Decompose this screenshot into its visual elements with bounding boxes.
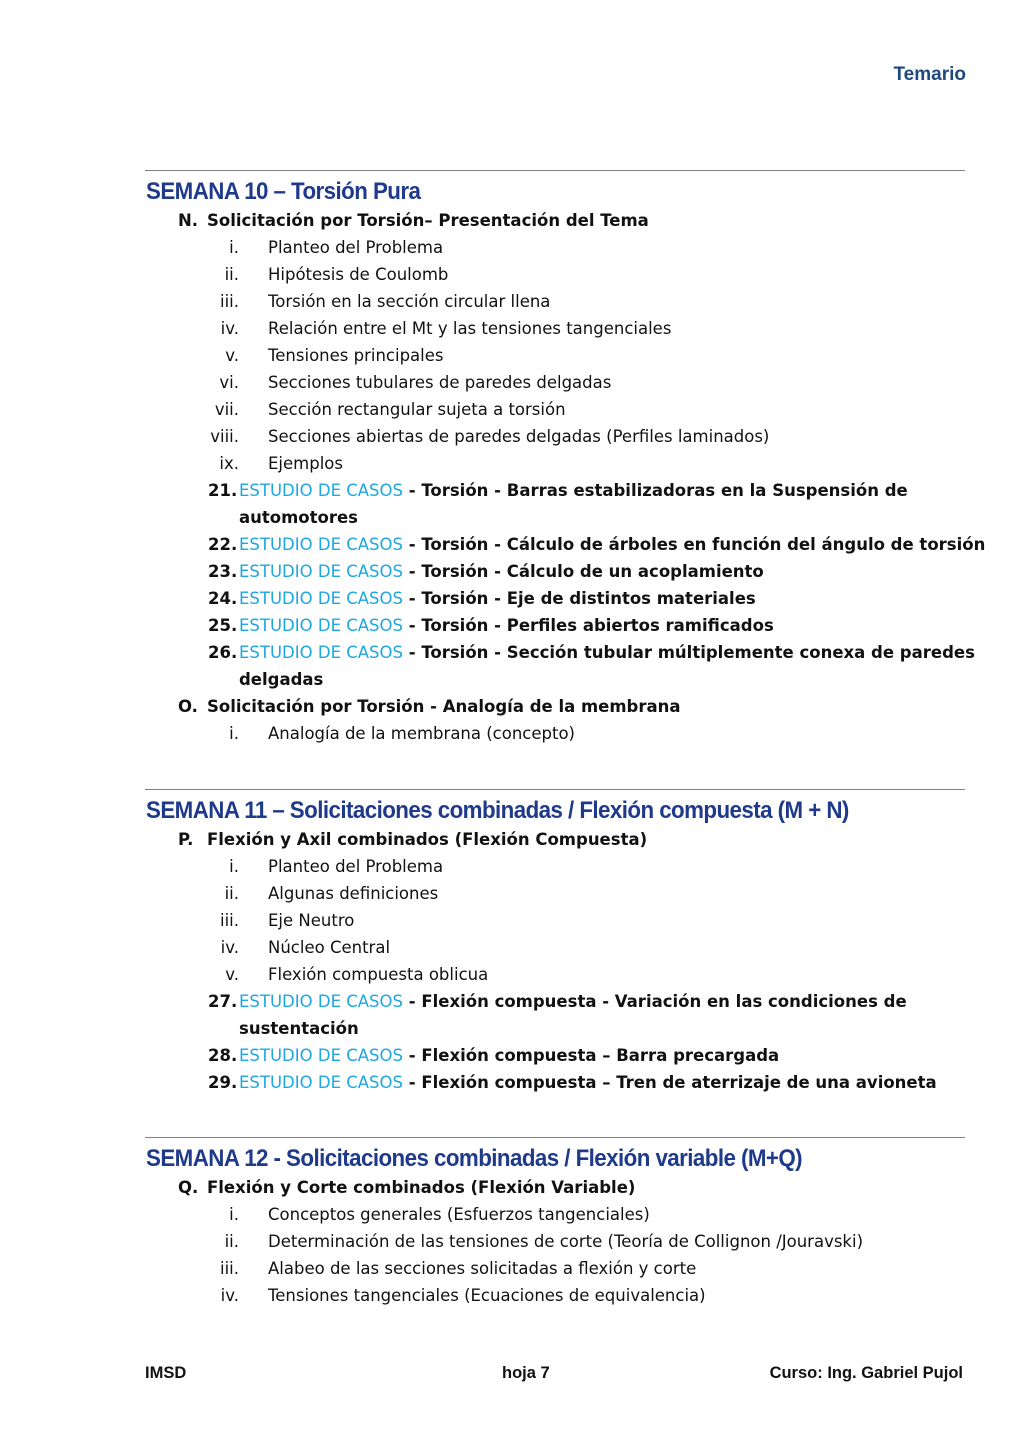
list-item — [145, 369, 965, 396]
section-heading — [145, 207, 965, 234]
case-description: - Flexión compuesta – Tren de aterrizaje de una avioneta — [402, 1073, 937, 1092]
item-text: Relación entre el Mt y las tensiones tangenciales — [268, 319, 672, 338]
item-number: i. — [229, 857, 239, 876]
item-text: Planteo del Problema — [268, 857, 444, 876]
week-10-block — [145, 170, 986, 747]
list-item — [145, 934, 965, 961]
case-text — [239, 612, 774, 639]
item-text: Secciones tubulares de paredes delgadas — [268, 373, 612, 392]
week-title: SEMANA 12 - Solicitaciones combinadas / Flexión variable (M+Q) — [146, 1145, 803, 1172]
item-text: Conceptos generales (Esfuerzos tangenciales) — [268, 1205, 650, 1224]
list-item — [145, 880, 965, 907]
case-item — [145, 477, 965, 504]
item-number: ii. — [224, 884, 239, 903]
case-continuation-text: automotores — [239, 508, 359, 527]
section-heading — [145, 826, 965, 853]
case-label: ESTUDIO DE CASOS — [239, 616, 403, 635]
case-description: - Flexión compuesta – Barra precargada — [402, 1046, 780, 1065]
case-continuation-text: delgadas — [239, 670, 324, 689]
item-number: i. — [229, 238, 239, 257]
footer-page-number: hoja 7 — [502, 1364, 550, 1382]
list-item — [145, 907, 965, 934]
case-number: 25. — [208, 616, 238, 635]
item-text: Tensiones tangenciales (Ecuaciones de equivalencia) — [268, 1286, 706, 1305]
case-text — [239, 585, 756, 612]
case-number: 29. — [208, 1073, 238, 1092]
case-continuation — [145, 504, 965, 531]
list-item — [145, 961, 965, 988]
case-number: 28. — [208, 1046, 238, 1065]
case-description: - Torsión - Cálculo de árboles en función del ángulo de torsión — [402, 535, 986, 554]
item-number: viii. — [210, 427, 239, 446]
list-item — [145, 261, 965, 288]
case-item — [145, 558, 965, 585]
section-letter: P. — [178, 830, 194, 849]
item-text: Planteo del Problema — [268, 238, 444, 257]
list-item — [145, 450, 965, 477]
section-heading — [145, 1174, 965, 1201]
section-title: Solicitación por Torsión - Analogía de la membrana — [207, 697, 681, 716]
item-number: vii. — [214, 400, 239, 419]
list-item — [145, 720, 965, 747]
case-text — [239, 639, 975, 666]
case-item — [145, 1042, 965, 1069]
section-heading — [145, 693, 965, 720]
case-item — [145, 1069, 965, 1096]
section-title: Flexión y Axil combinados (Flexión Compuesta) — [207, 830, 648, 849]
case-item — [145, 531, 986, 558]
item-number: iv. — [220, 1286, 239, 1305]
item-number: ii. — [224, 1232, 239, 1251]
case-text — [239, 477, 908, 504]
footer-left: IMSD — [145, 1364, 187, 1382]
case-number: 21. — [208, 481, 238, 500]
footer-right: Curso: Ing. Gabriel Pujol — [769, 1364, 963, 1382]
section-title: Solicitación por Torsión– Presentación del Tema — [207, 211, 649, 230]
header-title: Temario — [893, 64, 966, 85]
week-title: SEMANA 10 – Torsión Pura — [146, 178, 421, 205]
case-number: 26. — [208, 643, 238, 662]
item-text: Eje Neutro — [268, 911, 355, 930]
item-number: iv. — [220, 938, 239, 957]
item-number: iii. — [220, 1259, 239, 1278]
list-item — [145, 1228, 965, 1255]
item-number: iii. — [220, 292, 239, 311]
list-item — [145, 1282, 965, 1309]
item-text: Secciones abiertas de paredes delgadas (Perfiles laminados) — [268, 427, 770, 446]
item-text: Hipótesis de Coulomb — [268, 265, 449, 284]
item-text: Tensiones principales — [268, 346, 444, 365]
case-text — [239, 1042, 779, 1069]
item-number: vi. — [219, 373, 239, 392]
item-text: Analogía de la membrana (concepto) — [268, 724, 575, 743]
case-text — [239, 1069, 937, 1096]
item-number: i. — [229, 1205, 239, 1224]
case-label: ESTUDIO DE CASOS — [239, 562, 403, 581]
item-text: Núcleo Central — [268, 938, 391, 957]
list-item — [145, 315, 965, 342]
item-text: Ejemplos — [268, 454, 343, 473]
case-label: ESTUDIO DE CASOS — [239, 1073, 403, 1092]
case-label: ESTUDIO DE CASOS — [239, 992, 403, 1011]
case-text — [239, 531, 985, 558]
list-item — [145, 234, 965, 261]
case-description: - Torsión - Eje de distintos materiales — [402, 589, 756, 608]
section-letter: O. — [178, 697, 198, 716]
week-11-block — [145, 789, 965, 1096]
case-description: - Torsión - Barras estabilizadoras en la Suspensión de — [402, 481, 908, 500]
section-title: Flexión y Corte combinados (Flexión Variable) — [207, 1178, 636, 1197]
item-number: v. — [225, 965, 239, 984]
case-continuation — [145, 1015, 965, 1042]
case-label: ESTUDIO DE CASOS — [239, 481, 403, 500]
case-item — [145, 639, 975, 666]
list-item — [145, 1201, 965, 1228]
case-label: ESTUDIO DE CASOS — [239, 535, 403, 554]
list-item — [145, 342, 965, 369]
item-text: Torsión en la sección circular llena — [268, 292, 551, 311]
case-label: ESTUDIO DE CASOS — [239, 1046, 403, 1065]
list-item — [145, 853, 965, 880]
section-letter: N. — [178, 211, 199, 230]
item-text: Flexión compuesta oblicua — [268, 965, 489, 984]
item-number: v. — [225, 346, 239, 365]
case-label: ESTUDIO DE CASOS — [239, 589, 403, 608]
case-number: 22. — [208, 535, 238, 554]
case-item — [145, 585, 965, 612]
case-description: - Torsión - Cálculo de un acoplamiento — [402, 562, 764, 581]
list-item — [145, 396, 965, 423]
list-item — [145, 423, 965, 450]
section-letter: Q. — [178, 1178, 199, 1197]
case-number: 23. — [208, 562, 238, 581]
case-label: ESTUDIO DE CASOS — [239, 643, 403, 662]
item-text: Alabeo de las secciones solicitadas a flexión y corte — [268, 1259, 697, 1278]
case-description: - Flexión compuesta - Variación en las condiciones de — [402, 992, 907, 1011]
item-number: iii. — [220, 911, 239, 930]
item-text: Sección rectangular sujeta a torsión — [268, 400, 566, 419]
week-12-block — [145, 1137, 965, 1309]
case-text — [239, 558, 764, 585]
item-number: ix. — [219, 454, 239, 473]
item-number: iv. — [220, 319, 239, 338]
case-text — [239, 988, 907, 1015]
week-title: SEMANA 11 – Solicitaciones combinadas / Flexión compuesta (M + N) — [146, 797, 849, 824]
case-continuation-text: sustentación — [239, 1019, 359, 1038]
list-item — [145, 288, 965, 315]
case-item — [145, 612, 965, 639]
case-continuation — [145, 666, 965, 693]
case-description: - Torsión - Perfiles abiertos ramificados — [402, 616, 774, 635]
case-number: 27. — [208, 992, 238, 1011]
case-description: - Torsión - Sección tubular múltiplemente conexa de paredes — [402, 643, 975, 662]
item-text: Determinación de las tensiones de corte (Teoría de Collignon /Jouravski) — [268, 1232, 864, 1251]
item-number: ii. — [224, 265, 239, 284]
item-text: Algunas definiciones — [268, 884, 439, 903]
case-number: 24. — [208, 589, 238, 608]
case-item — [145, 988, 965, 1015]
item-number: i. — [229, 724, 239, 743]
list-item — [145, 1255, 965, 1282]
